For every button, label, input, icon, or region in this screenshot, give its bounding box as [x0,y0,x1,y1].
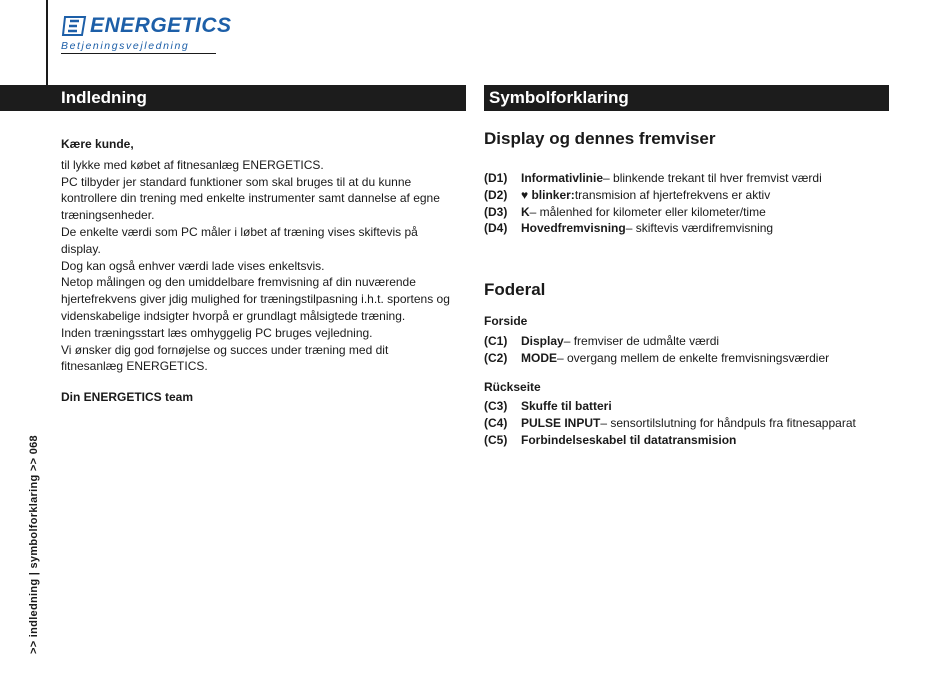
intro-line: Inden træningsstart læs omhyggelig PC bruges vejledning. [61,325,373,340]
intro-line: De enkelte værdi som PC måler i løbet af træning vises skiftevis på display. [61,224,418,256]
symbol-column [484,128,894,449]
item-term: Display [521,333,564,348]
signature: Din ENERGETICS team [61,390,194,405]
foderal-title: Foderal [484,280,546,300]
list-item [484,187,894,204]
item-desc: – sensortilslutning for håndpuls fra fitnesapparat [600,416,856,431]
item-desc: – blinkende trekant til hver fremvist værdi [603,171,822,185]
list-item [484,350,894,367]
item-term: ♥ blinker: [521,187,575,202]
forside-title: Forside [484,314,528,329]
item-term: Forbindelseskabel til datatransmision [521,432,737,447]
header-rule [46,0,48,85]
list-item [484,204,894,221]
intro-column [61,136,456,406]
item-desc: – skiftevis værdifremvisning [625,221,774,236]
brand-name: ENERGETICS [90,14,232,37]
list-item [484,333,894,350]
greeting: Kære kunde, [61,137,134,151]
energetics-logo-icon [61,15,87,37]
intro-line: træningsenheder. [61,208,155,223]
section-header-symbolforklaring: Symbolforklaring [484,85,889,111]
item-code: (D3) [484,204,508,219]
list-item [484,220,894,237]
item-code: (D4) [484,221,508,236]
item-desc: – fremviser de udmålte værdi [563,333,720,348]
display-title: Display og dennes fremviser [484,129,716,148]
intro-line: Vi ønsker dig god fornøjelse og succes under træning med dit [61,342,389,357]
item-code: (C2) [484,350,508,365]
intro-line: til lykke med købet af fitnesanlæg ENERGETICS. [61,157,324,172]
intro-line: kontrollere din trening med enkelte instrumenter samt dannelse af egne [61,191,440,206]
intro-line: PC tilbyder jer standard funktioner som skal bruges til at du kunne [61,174,412,189]
item-term: Hovedfremvisning [521,221,626,236]
section-header-indledning: Indledning [0,85,466,111]
intro-line: videnskabelige indsigter hvorpå er grundlagt målsigtede træning. [61,308,406,323]
list-item [484,432,894,449]
item-code: (C4) [484,416,508,431]
intro-line: hjertefrekvens giver jdig mulighed for træningstilpasning i.h.t. sportens og [61,292,450,307]
intro-line: fitnesanlæg ENERGETICS. [61,359,208,374]
intro-body [61,157,456,375]
intro-line: Dog kan også enhver værdi lade vises enkeltsvis. [61,258,325,273]
item-desc: – målenhed for kilometer eller kilometer/time [529,204,766,219]
brand-logo [61,14,232,54]
intro-line: Netop målingen og den umiddelbare fremvisning af din nuværende [61,275,416,290]
item-code: (D2) [484,187,508,202]
item-code: (C5) [484,432,508,447]
item-term: K [521,204,530,219]
item-term: PULSE INPUT [521,416,601,431]
item-term: Informativlinie [521,171,604,185]
item-code: (C1) [484,333,508,348]
brand-subtitle: Betjeningsvejledning [61,40,216,54]
item-term: MODE [521,350,557,365]
list-item [484,398,894,415]
ruckseite-title: Rückseite [484,379,541,394]
list-item [484,415,894,432]
item-code: (D1) [484,171,508,185]
sidebar-breadcrumb: >> indledning | symbolforklaring >> 068 [28,435,40,654]
item-desc: transmision af hjertefrekvens er aktiv [574,187,771,202]
item-desc: – overgang mellem de enkelte fremvisningsværdier [557,350,830,365]
item-code: (C3) [484,399,508,414]
item-term: Skuffe til batteri [521,399,612,414]
list-item [484,170,894,187]
